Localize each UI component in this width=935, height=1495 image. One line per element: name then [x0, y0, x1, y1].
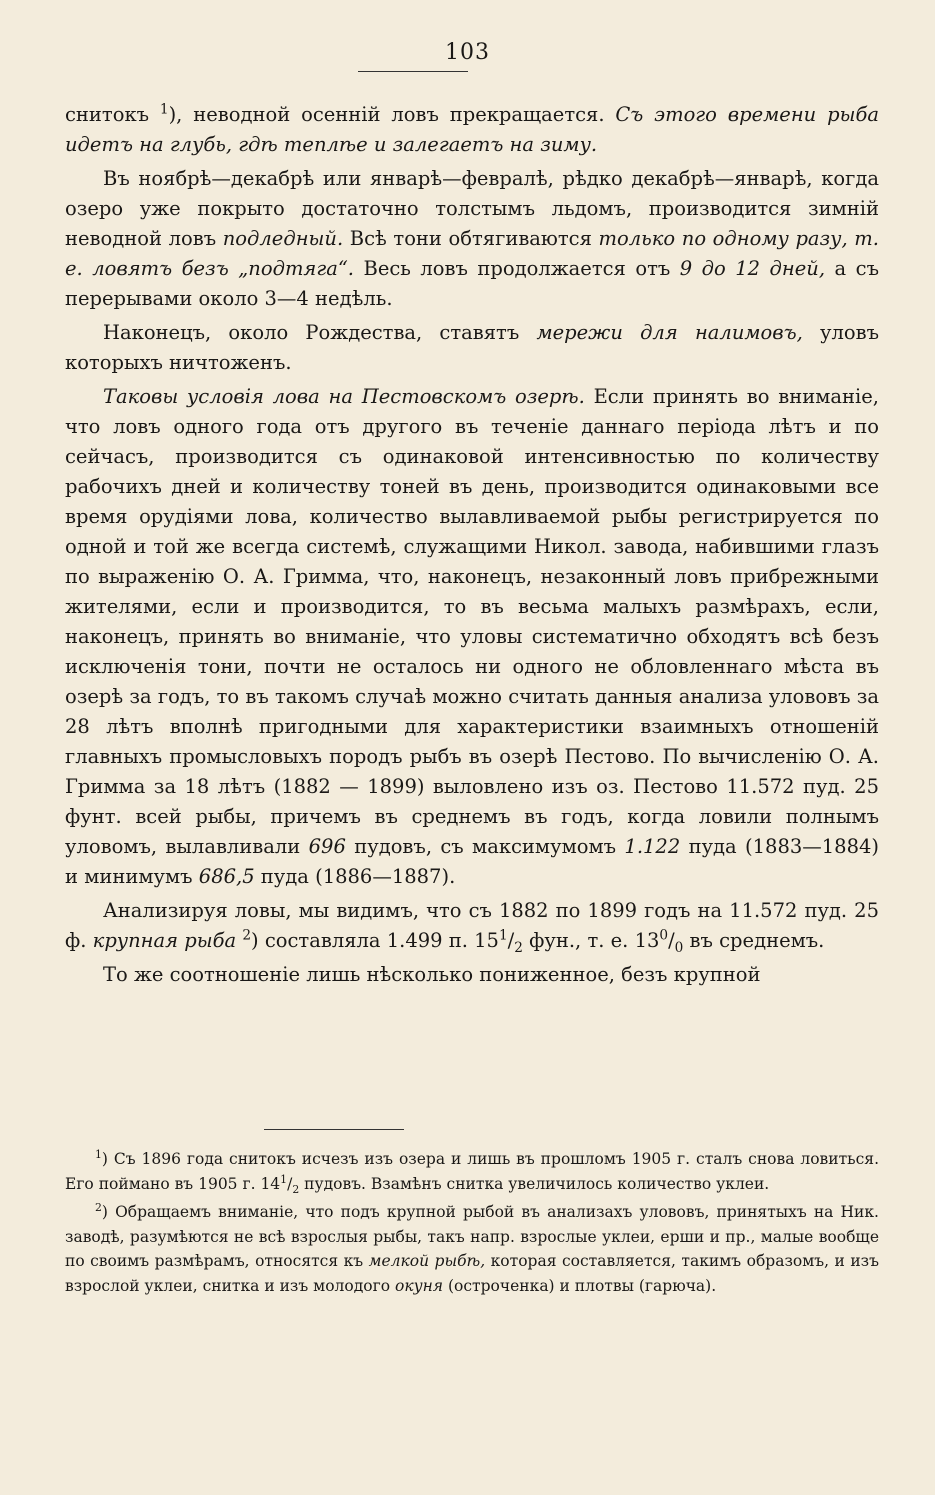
- footnote-1: [65, 1147, 879, 1196]
- text-run: То же соотношенiе лишь нѣсколько пониженное, безъ крупной: [103, 963, 761, 986]
- text-run: уловъ которыхъ ничтоженъ.: [65, 321, 880, 374]
- italic-text: 696: [308, 835, 346, 858]
- footnote-rule: [264, 1129, 404, 1130]
- paragraph-6: [65, 960, 879, 990]
- paragraph-1: [65, 100, 879, 160]
- page-number: 103: [445, 40, 490, 65]
- text-run: Анализируя ловы, мы видимъ, что съ 1882 по 1899 годъ на 11.572 пуд. 25 ф.: [65, 899, 879, 952]
- superscript: 1: [159, 101, 169, 118]
- superscript: 2: [242, 927, 252, 944]
- main-text: [65, 100, 879, 994]
- italic-text: крупная рыба: [92, 929, 237, 952]
- superscript: 0: [659, 927, 669, 944]
- italic-text: 686,5: [198, 865, 255, 888]
- text-run: пуда (1883—1884) и минимумъ: [65, 835, 879, 888]
- text-run: Въ ноябрѣ—декабрѣ или январѣ—февралѣ, рѣдко декабрѣ—январѣ, когда озеро уже покрыто достаточно толстымъ льдомъ, производится зимнiй неводной ловъ: [65, 167, 879, 250]
- text-run: (остроченка) и плотвы (гарюча).: [443, 1276, 717, 1295]
- paragraph-4: [65, 382, 879, 892]
- text-run: ) Обращаемъ вниманiе, что подъ крупной рыбой въ анализахъ улововъ, принятыхъ на Ник. заводѣ, разумѣются не всѣ взрослыя рыбы, такъ напр. взрослые уклеи, ерши и пр., малые вообще по своимъ размѣрамъ, относятся къ: [65, 1203, 879, 1270]
- footnote-2: [65, 1200, 879, 1298]
- superscript: 1: [280, 1172, 288, 1186]
- text-run: /: [507, 929, 515, 952]
- text-run: ) составляла 1.499 п. 15: [251, 929, 499, 952]
- text-run: фун., т. е. 13: [522, 929, 660, 952]
- paragraph-5: [65, 896, 879, 956]
- italic-text: окуня: [395, 1276, 444, 1295]
- subscript: 2: [292, 1182, 300, 1196]
- text-run: пудовъ. Взамѣнъ снитка увеличилось количество уклеи.: [299, 1174, 770, 1193]
- italic-text: Съ этого времени рыба идетъ на глубь, гдѣ теплѣе и залегаетъ на зиму.: [65, 103, 879, 156]
- text-run: /: [668, 929, 675, 952]
- text-run: пудовъ, съ максимумомъ: [345, 835, 625, 858]
- italic-text: мелкой рыбѣ,: [368, 1252, 486, 1270]
- text-run: въ среднемъ.: [683, 929, 825, 952]
- text-run: Наконецъ, около Рождества, ставятъ: [103, 321, 537, 344]
- paragraph-2: [65, 164, 879, 314]
- italic-text: только по одному разу, т. е. ловятъ безъ „подтяга“.: [65, 227, 879, 280]
- superscript: 1: [95, 1147, 102, 1161]
- italic-text: подледный.: [222, 227, 344, 250]
- text-run: Всѣ тони обтягиваются: [343, 227, 599, 250]
- footnotes: [65, 1147, 879, 1302]
- italic-text: Таковы условiя лова на Пестовскомъ озерѣ.: [103, 385, 585, 408]
- text-run: которая составляется, такимъ образомъ, и изъ взрослой уклеи, снитка и изъ молодого: [65, 1252, 879, 1295]
- subscript: 0: [674, 939, 684, 956]
- header-rule: [358, 71, 468, 72]
- superscript: 2: [95, 1200, 102, 1214]
- text-run: ), неводной осеннiй ловъ прекращается.: [168, 103, 616, 126]
- italic-text: 9 до 12 дней,: [679, 257, 826, 280]
- text-run: а съ перерывами около 3—4 недѣль.: [65, 257, 879, 310]
- text-run: /: [287, 1174, 293, 1193]
- subscript: 2: [514, 939, 523, 956]
- italic-text: 1.122: [624, 835, 681, 858]
- text-run: пуда (1886—1887).: [254, 865, 456, 888]
- text-run: Если принять во вниманiе, что ловъ одного года отъ другого въ теченiе даннаго перiода лѣтъ и по сейчасъ, производится съ одинаковой интенсивностью по количеству рабочихъ дней и количеству тоней въ день, производится одинаковыми все время орудiями лова, количество вылавливаемой рыбы регистрируется по одной и той же всегда системѣ, служащими Никол. завода, набившими глазъ по выраженiю О. А. Гримма, что, наконецъ, незаконный ловъ прибрежными жителями, если и производится, то въ весьма малыхъ размѣрахъ, если, наконецъ, принять во вниманiе, что уловы систематично обходятъ всѣ безъ исключенiя тони, почти не осталось ни одного не обловленнаго мѣста въ озерѣ за годъ, то въ такомъ случаѣ можно считать данныя анализа улововъ за 28 лѣтъ вполнѣ пригодными для характеристики взаимныхъ отношенiй главныхъ промысловыхъ породъ рыбъ въ озерѣ Пестово. По вычисленiю О. А. Гримма за 18 лѣтъ (1882 — 1899) выловлено изъ оз. Пестово 11.572 пуд. 25 фунт. всей рыбы, причемъ въ среднемъ въ годъ, когда ловили полнымъ уловомъ, вылавливали: [65, 385, 879, 858]
- text-run: снитокъ: [65, 103, 160, 126]
- superscript: 1: [498, 927, 508, 944]
- text-run: ) Съ 1896 года снитокъ исчезъ изъ озера и лишь въ прошломъ 1905 г. сталъ снова ловиться. Его поймано въ 1905 г. 14: [65, 1150, 879, 1193]
- text-run: Весь ловъ продолжается отъ: [354, 257, 680, 280]
- paragraph-3: [65, 318, 879, 378]
- italic-text: мережи для налимовъ,: [536, 321, 803, 344]
